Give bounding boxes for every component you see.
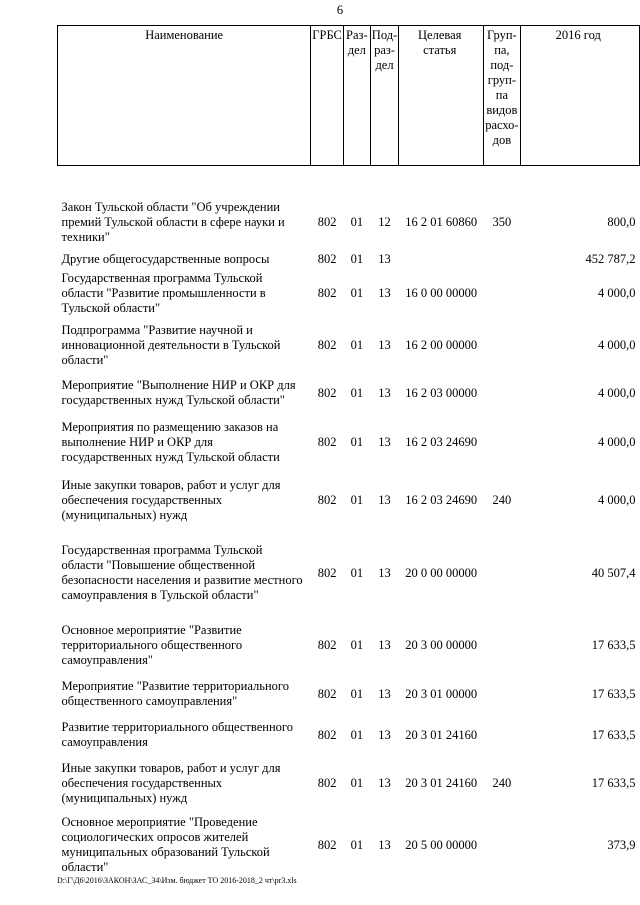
table-row [58,249,640,269]
row-expense-group: 350 [492,215,512,229]
table-row [58,617,640,673]
row-expense-group: 240 [492,775,512,790]
row-podrazdel: 13 [378,637,391,652]
row-podrazdel: 13 [378,285,391,300]
row-target-article: 20 3 01 24160 [405,775,478,790]
row-target-article: 16 2 03 24690 [405,434,478,449]
header-name: Наименование [58,26,311,166]
row-sum: 373,9 [607,837,636,852]
file-path-footer: D:\Г\Д6\2016\ЗАКОН\ЗАС_34\Изм. бюджет ТО 2016-2018_2 чт\pr3.xls [57,876,297,885]
row-grbs: 802 [317,727,337,742]
row-sum: 17 633,5 [591,727,636,742]
row-target-article: 16 2 03 00000 [405,385,478,400]
table-row [58,317,640,373]
row-grbs: 802 [317,251,337,266]
row-razdel: 01 [350,251,364,266]
row-grbs: 802 [317,285,337,300]
row-expense-group [484,317,520,373]
row-expense-group [484,269,520,317]
row-sum: 4 000,0 [598,385,636,400]
header-row [58,26,640,166]
row-name: Другие общегосударственные вопросы [61,251,270,266]
row-name: Закон Тульской области "Об учреждении премий Тульской области в сфере науки и техники" [61,200,285,244]
row-razdel: 01 [350,637,364,652]
row-razdel: 01 [350,686,364,701]
row-grbs: 802 [317,434,337,449]
row-sum: 800,0 [607,215,636,229]
row-grbs: 802 [317,337,337,352]
table-row [58,269,640,317]
row-sum: 17 633,5 [591,775,636,790]
row-expense-group [484,529,520,617]
row-grbs: 802 [317,565,337,580]
row-podrazdel: 12 [378,215,391,229]
row-expense-group [484,673,520,715]
row-podrazdel: 13 [378,434,391,449]
row-target-article: 20 5 00 00000 [405,837,478,852]
row-target-article: 16 2 03 24690 [405,492,478,507]
row-sum: 4 000,0 [598,285,636,300]
row-target-article: 20 3 00 00000 [405,637,478,652]
header-podrazdel: Под-раз-дел [370,26,398,166]
row-podrazdel: 13 [378,775,391,790]
row-target-article: 20 0 00 00000 [405,565,478,580]
row-grbs: 802 [317,637,337,652]
header-razdel: Раз-дел [343,26,370,166]
row-razdel: 01 [350,285,364,300]
row-sum: 17 633,5 [591,637,636,652]
table-row [58,673,640,715]
header-grbs: ГРБС [311,26,344,166]
row-target-article [399,249,484,269]
row-grbs: 802 [317,385,337,400]
row-sum: 40 507,4 [591,565,636,580]
table-row [58,529,640,617]
row-razdel: 01 [350,337,364,352]
table-row [58,373,640,413]
table-row [58,413,640,471]
row-razdel: 01 [350,385,364,400]
row-razdel: 01 [350,727,364,742]
row-razdel: 01 [350,215,364,229]
row-grbs: 802 [317,686,337,701]
row-sum: 4 000,0 [598,337,636,352]
row-razdel: 01 [350,837,364,852]
header-expense-group: Груп-па, под-груп-па видов расхо-дов [484,26,520,166]
row-name: Мероприятия по размещению заказов на выполнение НИР и ОКР для государственных нужд Тульской области [61,419,280,464]
row-sum: 4 000,0 [598,492,636,507]
header-year-2016: 2016 год [520,26,639,166]
row-name: Мероприятие "Выполнение НИР и ОКР для государственных нужд Тульской области" [61,378,296,407]
row-expense-group [484,249,520,269]
row-target-article: 20 3 01 00000 [405,686,478,701]
row-razdel: 01 [350,565,364,580]
row-sum: 4 000,0 [598,434,636,449]
table-row [58,715,640,755]
table-row [58,471,640,529]
table-row [58,811,640,879]
page-number: 6 [336,3,344,17]
row-expense-group [484,811,520,879]
row-podrazdel: 13 [378,492,391,507]
row-expense-group [484,373,520,413]
row-podrazdel: 13 [378,837,391,852]
table-row [58,196,640,249]
row-name: Развитие территориального общественного самоуправления [61,720,293,749]
row-expense-group [484,715,520,755]
row-name: Основное мероприятие "Проведение социологических опросов жителей муниципальных образований Тульской области" [61,815,270,874]
row-grbs: 802 [317,837,337,852]
row-sum: 452 787,2 [585,251,636,266]
row-razdel: 01 [350,434,364,449]
row-target-article: 16 2 01 60860 [405,215,478,229]
row-name: Иные закупки товаров, работ и услуг для обеспечения государственных (муниципальных) нужд [61,760,281,805]
table-row [58,755,640,811]
row-name: Подпрограмма "Развитие научной и инновационной деятельности в Тульской области" [61,322,281,367]
row-target-article: 16 2 00 00000 [405,337,478,352]
row-expense-group: 240 [492,492,512,507]
row-name: Мероприятие "Развитие территориального общественного самоуправления" [61,679,289,708]
row-name: Иные закупки товаров, работ и услуг для обеспечения государственных (муниципальных) нужд [61,477,281,522]
row-podrazdel: 13 [378,565,391,580]
row-grbs: 802 [317,492,337,507]
header-spacer [58,166,640,197]
row-grbs: 802 [317,775,337,790]
row-sum: 17 633,5 [591,686,636,701]
row-target-article: 20 3 01 24160 [405,727,478,742]
row-name: Основное мероприятие "Развитие территориального общественного самоуправления" [61,622,243,667]
row-name: Государственная программа Тульской области "Развитие промышленности в Тульской области" [61,270,266,315]
row-name: Государственная программа Тульской области "Повышение общественной безопасности населения и развитие местного самоуправления в Тульской области" [61,543,303,602]
row-podrazdel: 13 [378,251,391,266]
header-target-article: Целевая статья [399,26,484,166]
row-target-article: 16 0 00 00000 [405,285,478,300]
row-razdel: 01 [350,492,364,507]
row-podrazdel: 13 [378,686,391,701]
row-podrazdel: 13 [378,385,391,400]
row-expense-group [484,413,520,471]
row-podrazdel: 13 [378,337,391,352]
row-grbs: 802 [317,215,337,229]
budget-table [57,25,640,879]
row-razdel: 01 [350,775,364,790]
row-podrazdel: 13 [378,727,391,742]
row-expense-group [484,617,520,673]
